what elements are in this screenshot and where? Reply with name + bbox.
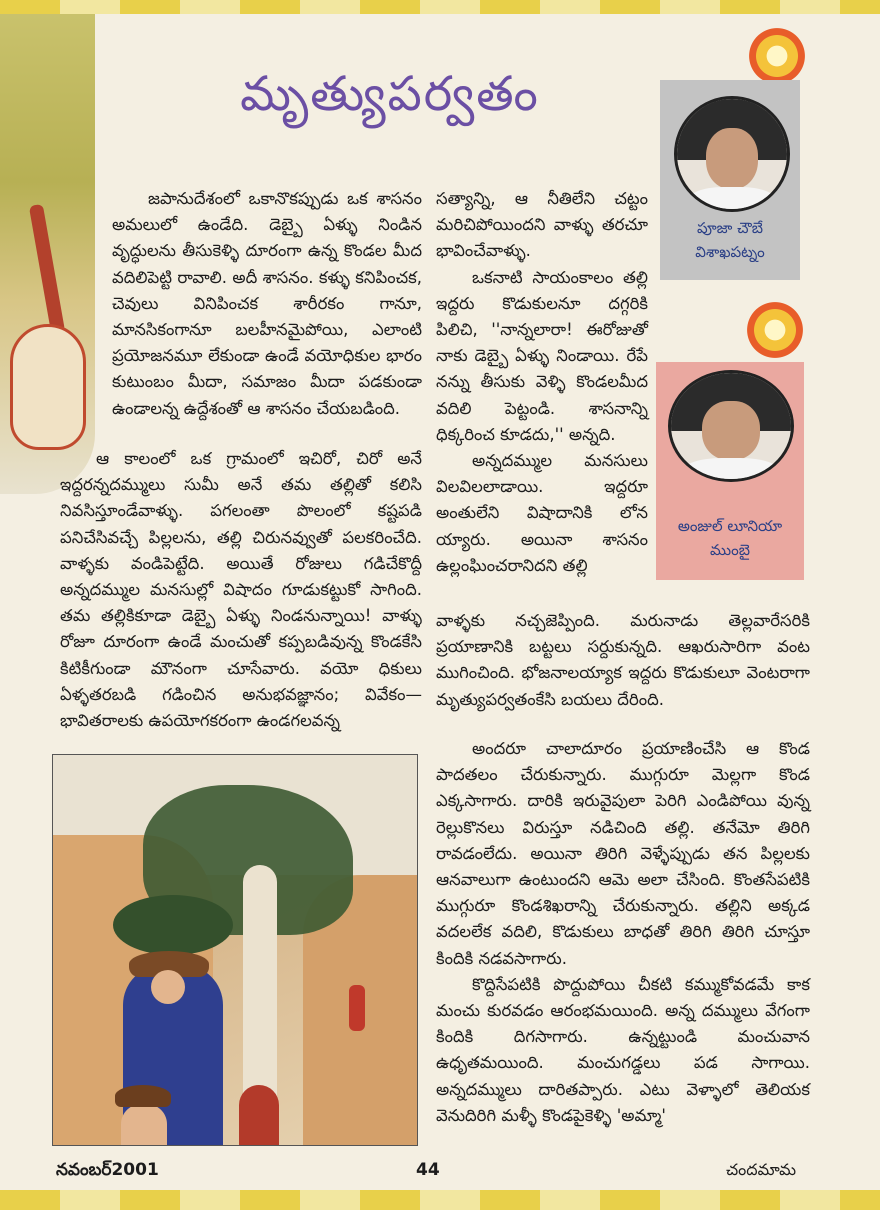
page-number: 44 (416, 1160, 440, 1180)
bottom-decorative-border (0, 1190, 880, 1210)
sun-emblem-icon (742, 26, 812, 86)
contributor-name: పూజా చౌబే (697, 219, 763, 237)
portrait-photo (668, 370, 794, 482)
paragraph: సత్యాన్ని, ఆ నీతిలేని చట్టం మరిచిపోయిందని వాళ్ళు తరచూ భావించేవాళ్ళు. (436, 189, 648, 261)
portrait-photo (674, 96, 790, 212)
paragraph: జపానుదేశంలో ఒకానొకప్పుడు ఒక శాసనం అమలులో ఉండేది. డెబ్బై ఏళ్ళు నిండిన వృద్ధులను తీసుకెళ్ళి దూరంగా ఉన్న కొండల మీద వదిలిపెట్టి రావాలి. అదీ శాసనం. కళ్ళు కనిపించక, చెవులు వినిపించక శారీరకం గానూ, మానసికంగానూ బలహీనమైపోయి, ఎలాంటి ప్రయోజనమూ లేకుండా ఉండే వయోధికుల భారం కుటుంబం మీదా, సమాజం మీదా పడకుండా ఉండాలన్న ఉద్దేశంతో ఆ శాసనం చేయబడింది. (112, 189, 422, 418)
mask-face-shape (10, 324, 86, 450)
text-column-5 (436, 736, 810, 1129)
contributor-place: ముంబై (710, 541, 750, 559)
paragraph: కొద్దిసేపటికి పొద్దుపోయి చీకటి కమ్ముకోవడమే కాక మంచు కురవడం ఆరంభమయింది. అన్న దమ్ములు వేగంగా కిందికి దిగసాగారు. ఉన్నట్టుండి మంచువాన ఉధృతమయింది. మంచుగడ్డలు పడ సాగాయి. అన్నదమ్ములు దారితప్పారు. ఎటు వెళ్ళాలో తెలియక వెనుదిరిగి మళ్ళీ కొండపైకెళ్ళి 'అమ్మా' (436, 974, 810, 1125)
top-decorative-border (0, 0, 880, 14)
text-column-2 (60, 446, 422, 734)
story-title: మృత్యుపర్వతం (240, 66, 540, 122)
brush-shape (29, 204, 65, 334)
text-column-4 (436, 608, 810, 713)
paragraph: ఒకనాటి సాయంకాలం తల్లి ఇద్దరు కొడుకులనూ దగ్గరికి పిలిచి, ''నాన్నలారా! ఈరోజుతో నాకు డెబ్బై ఏళ్ళు నిండాయి. రేపే నన్ను తీసుకు వెళ్ళి కొండలమీద వదిలి పెట్టండి. శాసనాన్ని ధిక్కరించ కూడదు,'' అన్నది. (436, 267, 648, 444)
paragraph: అన్నదమ్ముల మనసులు విలవిలలాడాయి. ఇద్దరూ అంతులేని విషాదానికి లోన య్యారు. అయినా శాసనం ఉల్లంఘించరానిదని తల్లి (436, 451, 648, 575)
side-illustration (0, 14, 95, 494)
photo-caption (660, 216, 800, 264)
sun-emblem-icon (740, 300, 810, 360)
contributor-photo-card (660, 80, 800, 280)
contributor-photo-card (656, 362, 804, 580)
contributor-name: అంజుల్ లూనియా (677, 517, 783, 535)
story-illustration (52, 754, 418, 1146)
paragraph: అందరూ చాలాదూరం ప్రయాణించేసి ఆ కొండ పాదతలం చేరుకున్నారు. ముగ్గురూ మెల్లగా కొండ ఎక్కసాగారు. దారికి ఇరువైపులా పెరిగి ఎండిపోయి వున్న రెల్లుకొనలు విరుస్తూ నడిచింది తల్లి. తనేమో తిరిగి రావడంలేదు. అయినా తిరిగి వెళ్ళేప్పుడు తన పిల్లలకు ఆనవాలుగా ఉంటుందని ఆమె అలా చేసింది. కొంతసేపటికి ముగ్గురూ కొండశిఖరాన్ని చేరుకున్నారు. తల్లిని అక్కడ వదలలేక వదిలి, కొడుకులు బాధతో తిరిగి తిరిగి చూస్తూ కిందికి నడవసాగారు. (436, 739, 810, 968)
text-column-1 (112, 186, 422, 422)
magazine-name: చందమామ (726, 1160, 797, 1179)
text-column-3 (436, 186, 648, 579)
paragraph: వాళ్ళకు నచ్చజెప్పింది. మరునాడు తెల్లవారేసరికి ప్రయాణానికి బట్టలు సర్దుకున్నది. ఆఖరుసారిగా వంట ముగించింది. భోజనాలయ్యాక ఇద్దరు కొడుకులూ వెంటరాగా మృత్యుపర్వతంకేసి బయలు దేరింది. (436, 611, 810, 709)
paragraph: ఆ కాలంలో ఒక గ్రామంలో ఇచిరో, చిరో అనే ఇద్దరన్నదమ్ములు సుమీ అనే తమ తల్లితో కలిసి నివసిస్తూండేవాళ్ళు. పగలంతా పొలంలో కష్టపడి పనిచేసివచ్చే పిల్లలను, తల్లి చిరునవ్వుతో పలకరించేది. వాళ్ళకు వండిపెట్టేది. అయితే రోజులు గడిచేకొద్దీ అన్నదమ్ముల మనసుల్లో విషాదం గూడుకట్టుకో సాగింది. తమ తల్లికికూడా డెబ్బై ఏళ్ళు నిండనున్నాయి! వాళ్ళు రోజూ దూరంగా ఉండే మంచుతో కప్పబడివున్న కొండకేసి కిటికీగుండా మౌనంగా చూసేవారు. వయో ధికులు ఏళ్ళతరబడి గడించిన అనుభవజ్ఞానం; వివేకం—భావితరాలకు ఉపయోగకరంగా ఉండగలవన్న (60, 449, 422, 731)
photo-caption (656, 514, 804, 562)
contributor-place: విశాఖపట్నం (695, 243, 765, 261)
issue-date: నవంబర్2001 (56, 1160, 159, 1180)
